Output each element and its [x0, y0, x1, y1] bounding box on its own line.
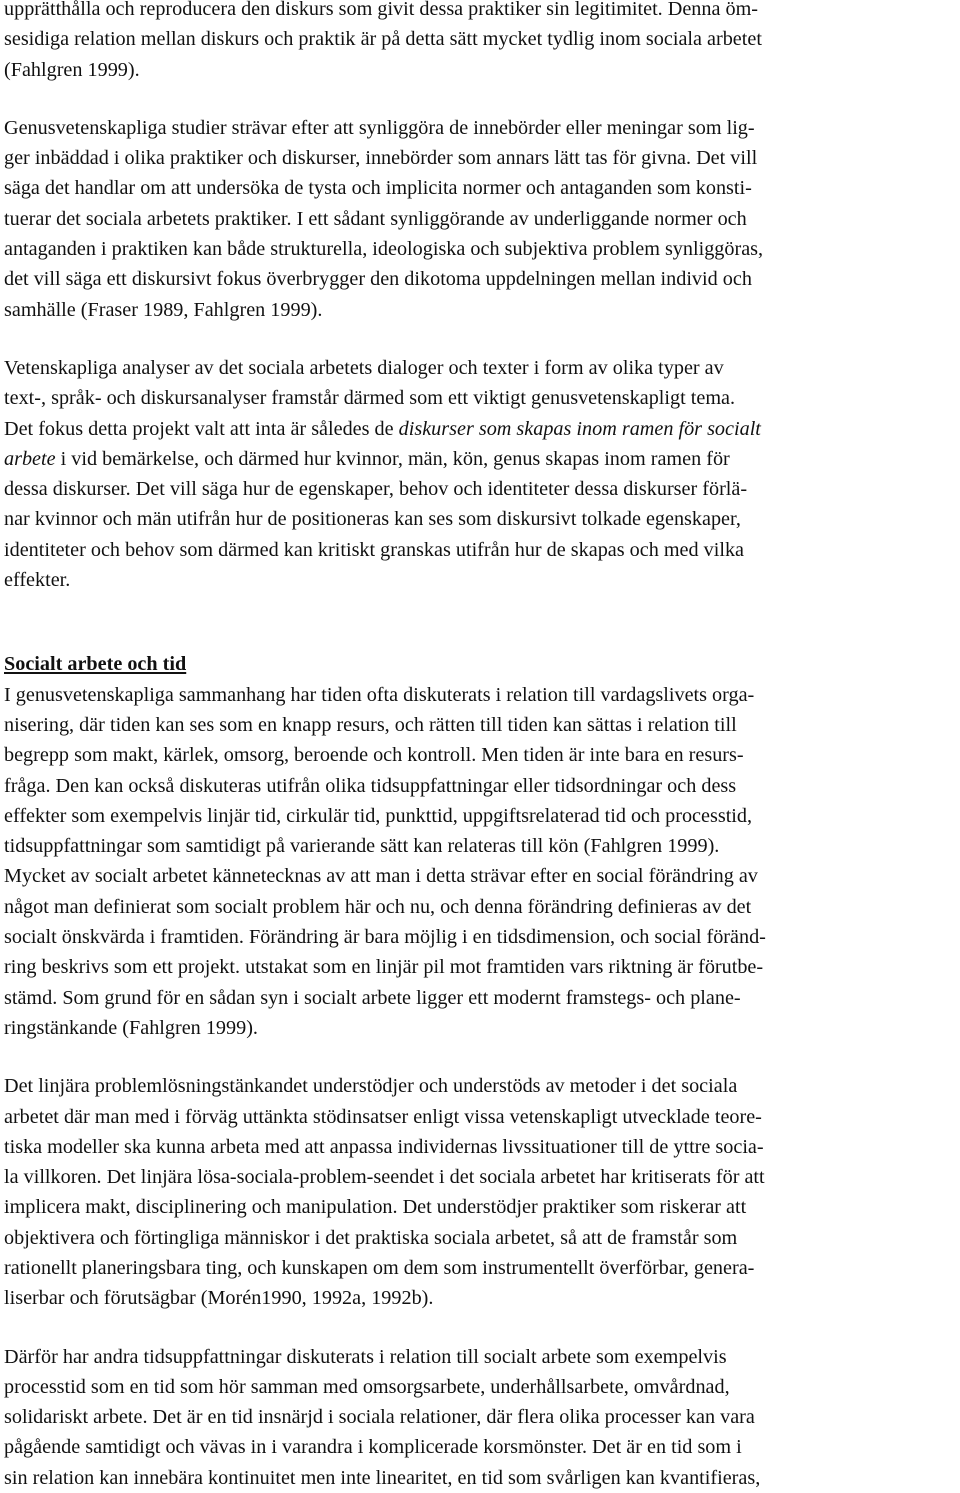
text-line: I genusvetenskapliga sammanhang har tiden ofta diskuterats i relation till vardagslivets orga- — [4, 683, 755, 706]
text-line — [4, 444, 956, 474]
section-gap — [4, 595, 956, 649]
document-page — [4, 0, 956, 1493]
text-line: sin relation kan innebära kontinuitet men inte linearitet, en tid som svårligen kan kvantifieras, — [4, 1466, 761, 1489]
text-line: processtid som en tid som hör samman med omsorgsarbete, underhållsarbete, omvårdnad, — [4, 1375, 730, 1398]
text-line: ger inbäddad i olika praktiker och diskurser, innebörder som annars lätt tas för givna. Det vill — [4, 147, 758, 170]
text-line: antaganden i praktiken kan både strukturella, ideologiska och subjektiva problem synliggöras, — [4, 238, 764, 261]
text-line: upprätthålla och reproducera den diskurs som givit dessa praktiker sin legitimitet. Denna öm- — [4, 0, 759, 20]
text-line: socialt önskvärda i framtiden. Förändring är bara möjlig i en tidsdimension, och social föränd- — [4, 926, 766, 949]
text-line: (Fahlgren 1999). — [4, 58, 140, 81]
paragraph-analys — [4, 353, 956, 595]
paragraph-tid — [4, 680, 956, 1044]
text-line: text-, språk- och diskursanalyser framstår därmed som ett viktigt genusvetenskapligt tema. — [4, 387, 736, 410]
text-line: nar kvinnor och män utifrån hur de positioneras kan ses som diskursivt tolkade egenskaper, — [4, 508, 741, 531]
text-line: ring beskrivs som ett projekt. utstakat som en linjär pil mot framtiden vars riktning är förutbe- — [4, 956, 764, 979]
text-line: liserbar och förutsägbar (Morén1990, 1992a, 1992b). — [4, 1287, 434, 1310]
text-line: Genusvetenskapliga studier strävar efter att synliggöra de innebörder eller meningar som lig- — [4, 116, 755, 139]
text-line: Därför har andra tidsuppfattningar diskuterats i relation till socialt arbete som exempelvis — [4, 1345, 727, 1368]
paragraph-linjar — [4, 1071, 956, 1313]
text-line: arbetet där man med i förväg uttänkta stödinsatser enligt vissa vetenskapligt utvecklade teore- — [4, 1105, 762, 1128]
paragraph-darfor — [4, 1342, 956, 1493]
text-run: Det fokus detta projekt valt att inta är således de — [4, 417, 399, 440]
text-line: pågående samtidigt och vävas in i varandra i komplicerade korsmönster. Det är en tid som i — [4, 1436, 742, 1459]
text-line: säga det handlar om att undersöka de tysta och implicita normer och antaganden som konsti- — [4, 177, 752, 200]
paragraph-gap — [4, 325, 956, 353]
text-line: effekter som exempelvis linjär tid, cirkulär tid, punkttid, uppgiftsrelaterad tid och processtid, — [4, 804, 753, 827]
text-line: dessa diskurser. Det vill säga hur de egenskaper, behov och identiteter dessa diskurser förlä- — [4, 478, 748, 501]
text-line: ringstänkande (Fahlgren 1999). — [4, 1016, 258, 1039]
text-line: tidsuppfattningar som samtidigt på varierande sätt kan relateras till kön (Fahlgren 1999). — [4, 835, 720, 858]
text-line: implicera makt, disciplinering och manipulation. Det understödjer praktiker som riskerar att — [4, 1196, 747, 1219]
text-line: något man definierat som socialt problem här och nu, och denna förändring definieras av det — [4, 895, 752, 918]
text-line: sesidiga relation mellan diskurs och praktik är på detta sätt mycket tydlig inom sociala arbetet — [4, 28, 762, 51]
text-line: effekter. — [4, 569, 71, 592]
text-line: tuerar det sociala arbetets praktiker. I ett sådant synliggörande av underliggande normer och — [4, 207, 747, 230]
text-line: begrepp som makt, kärlek, omsorg, beroende och kontroll. Men tiden är inte bara en resurs- — [4, 744, 744, 767]
text-line — [4, 414, 956, 444]
text-line: Vetenskapliga analyser av det sociala arbetets dialoger och texter i form av olika typer av — [4, 356, 724, 379]
paragraph-intro — [4, 0, 956, 85]
text-line: samhälle (Fraser 1989, Fahlgren 1999). — [4, 298, 323, 321]
text-line: Det linjära problemlösningstänkandet understödjer och understöds av metoder i det sociala — [4, 1075, 738, 1098]
text-line: objektivera och förtingliga människor i det praktiska sociala arbetet, så att de framstår som — [4, 1226, 738, 1249]
text-line: nisering, där tiden kan ses som en knapp resurs, och rätten till tiden kan sättas i relation till — [4, 713, 737, 736]
section-heading: Socialt arbete och tid — [4, 653, 187, 676]
paragraph-gap — [4, 85, 956, 113]
text-line: stämd. Som grund för en sådan syn i socialt arbete ligger ett modernt framstegs- och plane- — [4, 986, 741, 1009]
paragraph-gap — [4, 1314, 956, 1342]
italic-phrase: diskurser som skapas inom ramen för socialt — [398, 417, 761, 440]
paragraph-genus — [4, 113, 956, 325]
text-run: i vid bemärkelse, och därmed hur kvinnor, män, kön, genus skapas inom ramen för — [55, 447, 730, 470]
paragraph-gap — [4, 1043, 956, 1071]
text-line: fråga. Den kan också diskuteras utifrån olika tidsuppfattningar eller tidsordningar och dess — [4, 774, 737, 797]
text-line: Mycket av socialt arbetet kännetecknas av att man i detta strävar efter en social förändring av — [4, 865, 758, 888]
text-line: det vill säga ett diskursivt fokus överbrygger den dikotoma uppdelningen mellan individ och — [4, 268, 752, 291]
text-line: identiteter och behov som därmed kan kritiskt granskas utifrån hur de skapas och med vilka — [4, 538, 745, 561]
text-line: la villkoren. Det linjära lösa-sociala-problem-seendet i det sociala arbetet har kritiserats för att — [4, 1166, 765, 1189]
text-line: tiska modeller ska kunna arbeta med att anpassa individernas livssituationer till de yttre socia- — [4, 1135, 764, 1158]
text-line: solidariskt arbete. Det är en tid insnärjd i sociala relationer, där flera olika processer kan vara — [4, 1406, 755, 1429]
italic-phrase: arbete — [4, 447, 56, 470]
text-line: rationellt planeringsbara ting, och kunskapen om dem som instrumentellt överförbar, genera- — [4, 1256, 755, 1279]
